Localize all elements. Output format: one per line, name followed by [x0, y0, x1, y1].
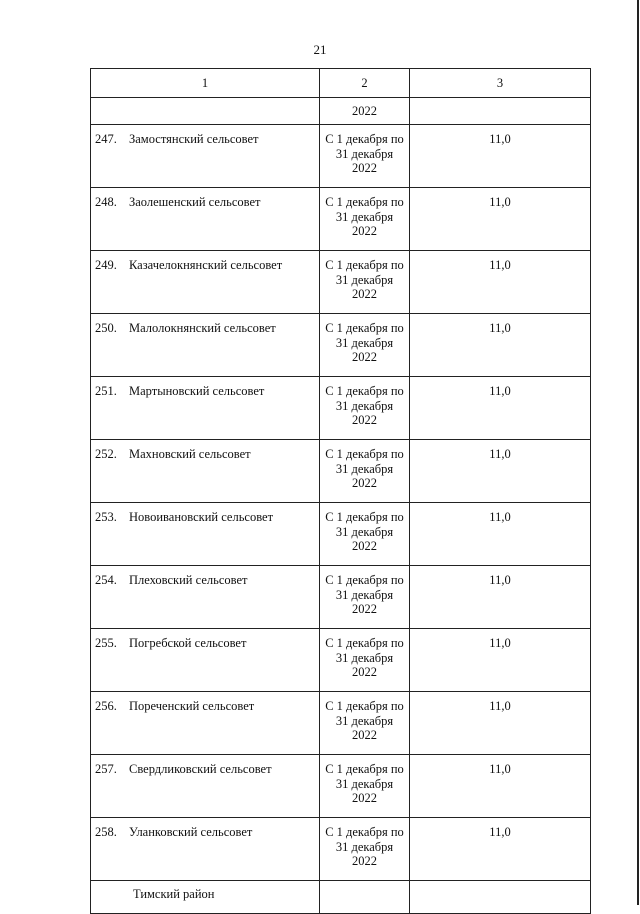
municipality-name-cell	[91, 566, 320, 629]
table-row	[91, 503, 591, 566]
period-line: 31 декабря	[335, 272, 394, 287]
table-row	[91, 566, 591, 629]
value-cell: 11,0	[410, 440, 591, 503]
period-line: 2022	[352, 476, 377, 490]
period-line: С 1 декабря по	[325, 699, 404, 713]
period-line: 2022	[352, 665, 377, 679]
period-line: С 1 декабря по	[325, 447, 404, 461]
municipality-name: Казачелокнянский сельсовет	[129, 258, 283, 272]
value-cell: 11,0	[410, 377, 591, 440]
table-row	[91, 314, 591, 377]
municipality-name-cell	[91, 251, 320, 314]
municipality-name: Свердликовский сельсовет	[129, 762, 272, 776]
page-number: 21	[313, 42, 327, 57]
period-cell	[320, 125, 410, 188]
period-line: С 1 декабря по	[325, 510, 404, 524]
period-line: С 1 декабря по	[325, 195, 404, 209]
table-row	[91, 188, 591, 251]
table-row	[91, 377, 591, 440]
continuation-cell-1	[91, 98, 320, 125]
value-cell: 11,0	[410, 125, 591, 188]
value-cell: 11,0	[410, 629, 591, 692]
column-header-3: 3	[410, 69, 591, 98]
table-row	[91, 818, 591, 881]
table-row	[91, 629, 591, 692]
municipality-name: Новоивановский сельсовет	[129, 510, 274, 524]
value-cell: 11,0	[410, 188, 591, 251]
municipality-name-cell	[91, 755, 320, 818]
district-period-cell	[320, 881, 410, 914]
column-header-1: 1	[91, 69, 320, 98]
table-header-row	[91, 69, 591, 98]
period-line: 31 декабря	[335, 209, 394, 224]
district-row	[91, 881, 591, 914]
period-line: С 1 декабря по	[325, 258, 404, 272]
row-number: 254.	[95, 573, 117, 587]
municipality-name: Уланковский сельсовет	[129, 825, 253, 839]
period-line: 31 декабря	[335, 461, 394, 476]
municipality-name-cell	[91, 377, 320, 440]
municipality-name: Заолешенский сельсовет	[129, 195, 261, 209]
district-value-cell	[410, 881, 591, 914]
value-cell: 11,0	[410, 818, 591, 881]
period-cell	[320, 755, 410, 818]
page-edge-line	[637, 0, 639, 905]
period-cell	[320, 818, 410, 881]
period-cell	[320, 692, 410, 755]
period-line: 31 декабря	[335, 650, 394, 665]
municipality-name: Мартыновский сельсовет	[129, 384, 265, 398]
column-header-2: 2	[320, 69, 410, 98]
row-number: 256.	[95, 699, 117, 713]
district-name-cell: Тимский район	[91, 881, 320, 914]
municipality-name-cell	[91, 440, 320, 503]
municipality-name-cell	[91, 125, 320, 188]
period-line: 31 декабря	[335, 713, 394, 728]
continuation-row	[91, 98, 591, 125]
row-number: 252.	[95, 447, 117, 461]
municipality-name-cell	[91, 188, 320, 251]
period-cell	[320, 188, 410, 251]
continuation-cell-2: 2022	[320, 98, 410, 125]
municipality-name-cell	[91, 692, 320, 755]
municipality-name: Махновский сельсовет	[129, 447, 251, 461]
period-cell	[320, 251, 410, 314]
table-row	[91, 125, 591, 188]
municipality-name-cell	[91, 503, 320, 566]
period-line: С 1 декабря по	[325, 321, 404, 335]
period-line: 31 декабря	[335, 776, 394, 791]
municipality-name: Плеховский сельсовет	[129, 573, 248, 587]
period-line: С 1 декабря по	[325, 762, 404, 776]
period-line: С 1 декабря по	[325, 384, 404, 398]
value-cell: 11,0	[410, 566, 591, 629]
tariff-table	[90, 68, 591, 914]
table-row	[91, 251, 591, 314]
period-line: 31 декабря	[335, 335, 394, 350]
period-line: 31 декабря	[335, 398, 394, 413]
continuation-cell-3	[410, 98, 591, 125]
row-number: 247.	[95, 132, 117, 146]
row-number: 258.	[95, 825, 117, 839]
period-cell	[320, 629, 410, 692]
value-cell: 11,0	[410, 503, 591, 566]
row-number: 251.	[95, 384, 117, 398]
table-row	[91, 755, 591, 818]
row-number: 249.	[95, 258, 117, 272]
period-cell	[320, 566, 410, 629]
period-line: 2022	[352, 854, 377, 868]
municipality-name: Замостянский сельсовет	[129, 132, 259, 146]
period-line: С 1 декабря по	[325, 636, 404, 650]
row-number: 248.	[95, 195, 117, 209]
value-cell: 11,0	[410, 251, 591, 314]
row-number: 250.	[95, 321, 117, 335]
value-cell: 11,0	[410, 692, 591, 755]
period-cell	[320, 314, 410, 377]
municipality-name: Малолокнянский сельсовет	[129, 321, 276, 335]
value-cell: 11,0	[410, 314, 591, 377]
period-cell	[320, 503, 410, 566]
period-line: С 1 декабря по	[325, 132, 404, 146]
period-line: 31 декабря	[335, 146, 394, 161]
period-line: 2022	[352, 350, 377, 364]
period-cell	[320, 440, 410, 503]
period-cell	[320, 377, 410, 440]
row-number: 253.	[95, 510, 117, 524]
table-row	[91, 692, 591, 755]
period-line: С 1 декабря по	[325, 825, 404, 839]
municipality-name: Пореченский сельсовет	[129, 699, 255, 713]
period-line: 2022	[352, 539, 377, 553]
value-cell: 11,0	[410, 755, 591, 818]
table-row	[91, 440, 591, 503]
municipality-name-cell	[91, 818, 320, 881]
period-line: 31 декабря	[335, 524, 394, 539]
period-line: 2022	[352, 413, 377, 427]
row-number: 257.	[95, 762, 117, 776]
period-line: 2022	[352, 728, 377, 742]
municipality-name-cell	[91, 629, 320, 692]
period-line: 2022	[352, 161, 377, 175]
period-line: 31 декабря	[335, 587, 394, 602]
period-line: 31 декабря	[335, 839, 394, 854]
municipality-name-cell	[91, 314, 320, 377]
period-line: 2022	[352, 791, 377, 805]
period-line: 2022	[352, 287, 377, 301]
period-line: 2022	[352, 224, 377, 238]
period-line: С 1 декабря по	[325, 573, 404, 587]
municipality-name: Погребской сельсовет	[129, 636, 247, 650]
row-number: 255.	[95, 636, 117, 650]
period-line: 2022	[352, 602, 377, 616]
